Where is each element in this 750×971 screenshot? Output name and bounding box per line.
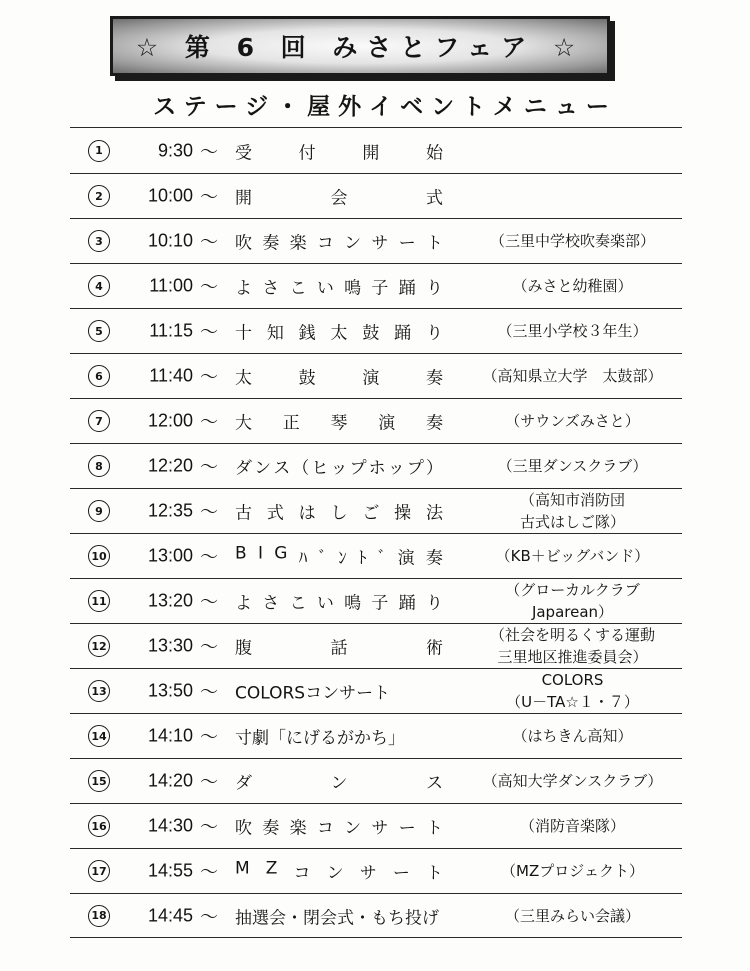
event-name: 古 式 は し ご 操 法 (235, 503, 443, 524)
schedule-row (70, 803, 682, 848)
start-time: 12:00 (147, 410, 193, 431)
time-tilde: ～ (200, 727, 218, 748)
performer-line: 古式はしご隊） (519, 513, 625, 531)
performer (465, 230, 680, 252)
time-tilde: ～ (200, 502, 218, 523)
event-name: B I G ﾊ ﾞ ﾝ ﾄ ﾞ 演 奏 (235, 543, 443, 569)
time-tilde: ～ (200, 141, 218, 163)
schedule-row (70, 758, 682, 803)
performer (465, 725, 680, 747)
time-tilde: ～ (200, 637, 218, 658)
performer (465, 410, 680, 432)
start-time: 13:20 (147, 590, 193, 611)
item-number: 14 (88, 725, 110, 747)
event-name: よ さ こ い 鳴 子 踊 り (235, 278, 443, 299)
time-tilde: ～ (200, 906, 218, 928)
time-tilde: ～ (200, 232, 218, 253)
start-time: 13:30 (147, 635, 193, 656)
time-tilde: ～ (200, 682, 218, 703)
start-time: 13:50 (147, 680, 193, 701)
item-number: 16 (88, 815, 110, 837)
item-number: 15 (88, 770, 110, 792)
start-time: 11:40 (149, 365, 193, 386)
schedule-row (70, 263, 682, 308)
performer-line: （高知大学ダンスクラブ） (482, 772, 663, 790)
event-name: ダ ン ス （ ヒ ッ プ ホ ッ プ ） (235, 458, 443, 479)
item-number: 5 (88, 320, 110, 342)
start-time: 9:30 (157, 140, 193, 160)
start-time: 11:00 (149, 275, 193, 296)
performer-line: （社会を明るくする運動 (489, 626, 655, 644)
event-name: ダ ン ス (235, 773, 443, 794)
performer-line: （消防音楽隊） (519, 817, 625, 835)
event-name: 十 知 銭 太 鼓 踊 り (235, 323, 443, 344)
start-time: 12:35 (147, 500, 193, 521)
performer-line: （高知県立大学 太鼓部） (482, 367, 663, 385)
performer (465, 860, 680, 882)
schedule-row (70, 668, 682, 713)
start-time: 14:55 (147, 860, 193, 881)
performer-line: （高知市消防団 (519, 491, 625, 509)
event-name: 寸劇「にげるがかち」 (235, 728, 405, 749)
item-number: 17 (88, 860, 110, 882)
time-tilde: ～ (200, 412, 218, 433)
item-number: 12 (88, 635, 110, 657)
performer-line: （U－TA☆１・７） (506, 693, 639, 711)
schedule-row (70, 893, 682, 938)
start-time: 14:10 (147, 725, 193, 746)
item-number: 9 (88, 500, 110, 522)
performer-line: COLORS (541, 671, 604, 689)
schedule-row (70, 848, 682, 893)
time-tilde: ～ (200, 772, 218, 793)
item-number: 11 (88, 590, 110, 612)
item-number: 1 (88, 140, 110, 162)
performer (465, 624, 680, 668)
event-name: 太 鼓 演 奏 (235, 368, 443, 389)
event-name: 受 付 開 始 (235, 143, 443, 163)
performer (465, 815, 680, 837)
schedule-row (70, 578, 682, 623)
performer-line: （KB＋ビッグバンド） (495, 547, 650, 565)
item-number: 18 (88, 905, 110, 927)
performer-line: （三里中学校吹奏楽部） (489, 232, 655, 250)
performer-line: （グローカルクラブ (505, 581, 640, 599)
performer (465, 545, 680, 567)
start-time: 10:10 (147, 230, 193, 251)
performer-line: （三里ダンスクラブ） (497, 457, 648, 475)
schedule-row (70, 127, 682, 173)
item-number: 13 (88, 680, 110, 702)
item-number: 4 (88, 275, 110, 297)
schedule-row (70, 623, 682, 668)
performer-line: （はちきん高知） (512, 727, 633, 745)
time-tilde: ～ (200, 367, 218, 388)
performer-line: （MZプロジェクト） (501, 862, 644, 880)
event-name: 吹 奏 楽 コ ン サ ー ト (235, 818, 443, 839)
performer-line: 三里地区推進委員会） (497, 648, 648, 666)
time-tilde: ～ (200, 862, 218, 883)
item-number: 2 (88, 185, 110, 207)
performer (465, 669, 680, 713)
schedule-row (70, 443, 682, 488)
event-name: 腹 話 術 (235, 638, 443, 659)
time-tilde: ～ (200, 592, 218, 613)
time-tilde: ～ (200, 277, 218, 298)
performer (465, 365, 680, 387)
event-name: よ さ こ い 鳴 子 踊 り (235, 593, 443, 614)
performer-line: Japarean） (531, 603, 614, 621)
schedule-list (70, 127, 682, 938)
time-tilde: ～ (200, 547, 218, 568)
performer (465, 489, 680, 533)
time-tilde: ～ (200, 187, 218, 208)
start-time: 14:20 (147, 770, 193, 791)
time-tilde: ～ (200, 457, 218, 478)
event-name: 大 正 琴 演 奏 (235, 413, 443, 434)
time-tilde: ～ (200, 322, 218, 343)
performer-line: （三里小学校３年生） (497, 322, 648, 340)
page-subtitle: ステージ・屋外イベントメニュー (153, 94, 617, 120)
start-time: 10:00 (147, 185, 193, 206)
item-number: 7 (88, 410, 110, 432)
title-banner (110, 16, 610, 76)
item-number: 6 (88, 365, 110, 387)
performer (465, 770, 680, 792)
schedule-row (70, 353, 682, 398)
schedule-row (70, 713, 682, 758)
item-number: 3 (88, 230, 110, 252)
performer (465, 905, 680, 927)
start-time: 11:15 (149, 320, 193, 341)
event-name: 抽選会・閉会式・もち投げ (235, 908, 439, 928)
start-time: 12:20 (147, 455, 193, 476)
start-time: 13:00 (147, 545, 193, 566)
event-name: 開 会 式 (235, 188, 443, 209)
schedule-row (70, 173, 682, 218)
performer (465, 275, 680, 297)
performer (465, 320, 680, 342)
schedule-row (70, 218, 682, 263)
event-name: COLORSコンサート (235, 683, 391, 704)
performer (465, 455, 680, 477)
start-time: 14:45 (147, 905, 193, 925)
schedule-row (70, 398, 682, 443)
item-number: 10 (88, 545, 110, 567)
time-tilde: ～ (200, 817, 218, 838)
performer (465, 579, 680, 623)
performer-line: （サウンズみさと） (505, 412, 640, 430)
schedule-row (70, 308, 682, 353)
item-number: 8 (88, 455, 110, 477)
performer-line: （三里みらい会議） (504, 906, 640, 925)
performer-line: （みさと幼稚園） (512, 277, 633, 295)
event-name: M Z コ ン サ ー ト (235, 858, 443, 884)
start-time: 14:30 (147, 815, 193, 836)
event-name: 吹 奏 楽 コ ン サ ー ト (235, 233, 443, 254)
schedule-row (70, 533, 682, 578)
page-title: ☆ 第 6 回 みさとフェア ☆ (135, 33, 585, 62)
schedule-row (70, 488, 682, 533)
